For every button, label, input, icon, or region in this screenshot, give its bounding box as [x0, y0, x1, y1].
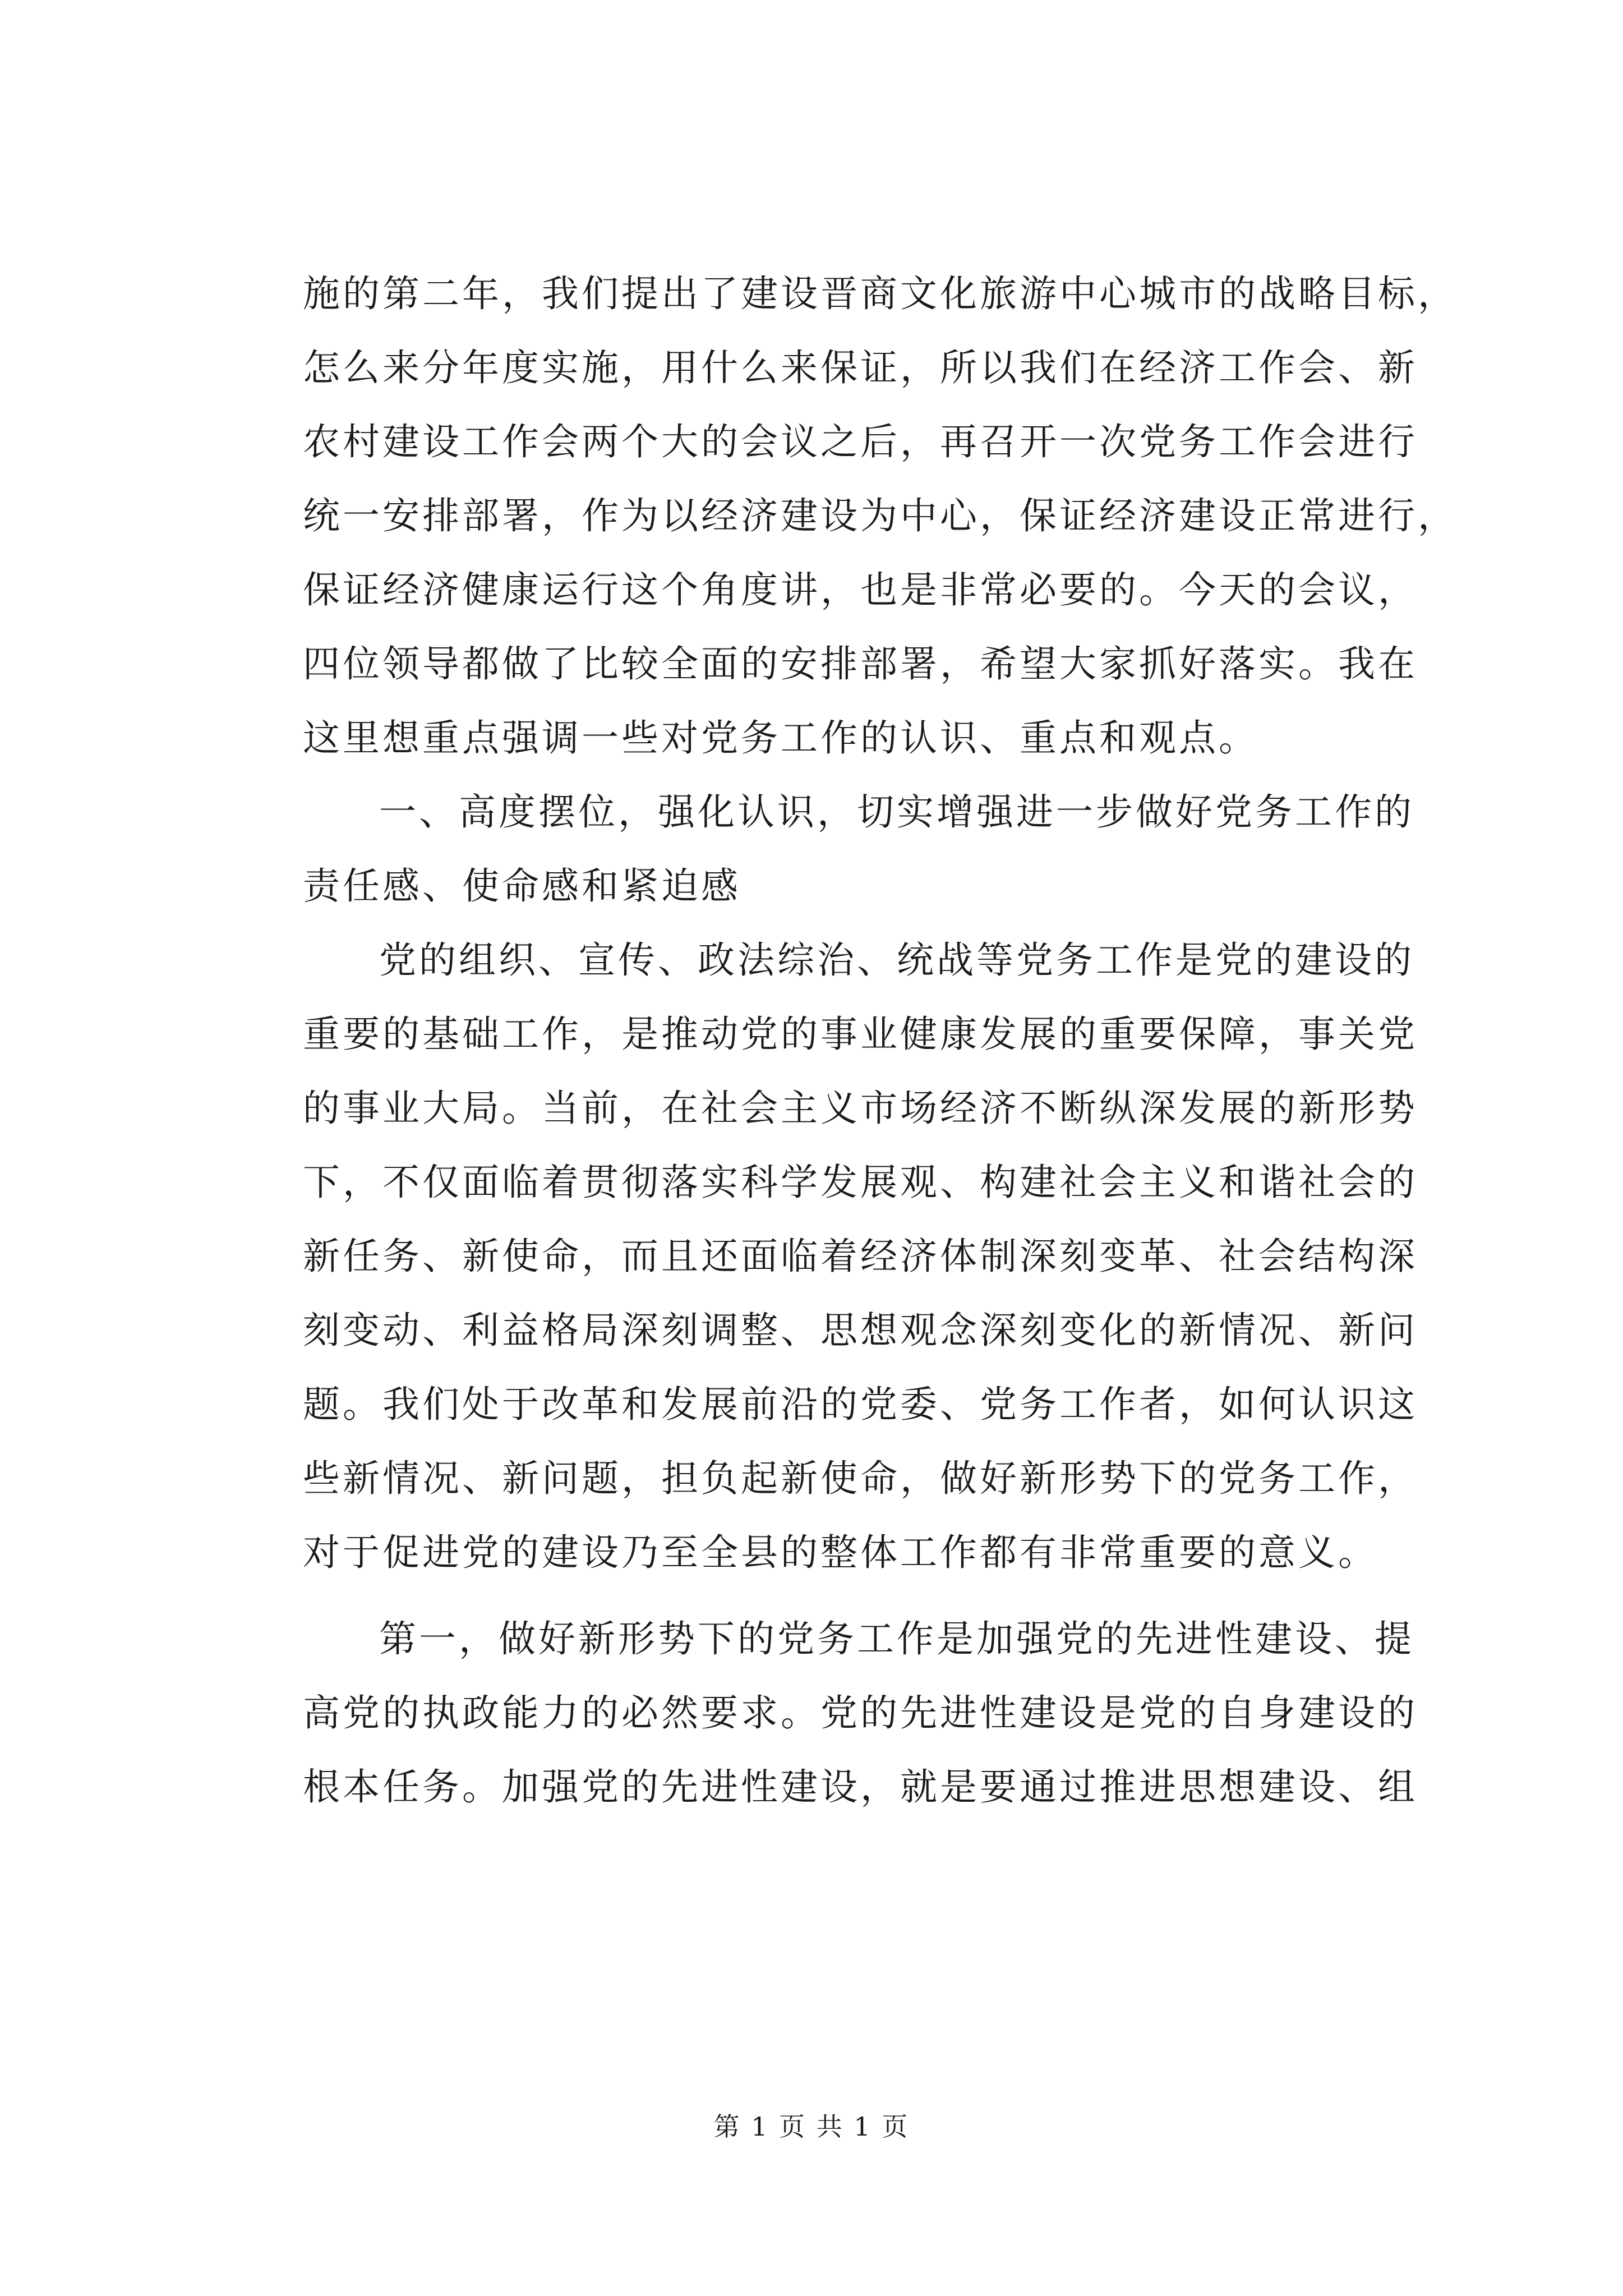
paragraph — [303, 1602, 1419, 1824]
text-line: 题。我们处于改革和发展前沿的党委、党务工作者，如何认识这 — [303, 1383, 1418, 1426]
text-line: 根本任务。加强党的先进性建设，就是要通过推进思想建设、组 — [303, 1765, 1418, 1809]
text-line: 高党的执政能力的必然要求。党的先进性建设是党的自身建设的 — [303, 1691, 1418, 1734]
text-line: 责任感、使命感和紧迫感 — [303, 864, 741, 908]
paragraph-spacer — [303, 1590, 1419, 1602]
text-line: 的事业大局。当前，在社会主义市场经济不断纵深发展的新形势 — [303, 1087, 1418, 1130]
text-line: 下，不仅面临着贯彻落实科学发展观、构建社会主义和谐社会的 — [303, 1161, 1418, 1204]
text-line: 施的第二年，我们提出了建设晋商文化旅游中心城市的战略目标， — [303, 272, 1458, 315]
document-body — [303, 257, 1458, 1824]
text-line: 一、高度摆位，强化认识，切实增强进一步做好党务工作的 — [379, 790, 1414, 834]
text-line: 重要的基础工作，是推动党的事业健康发展的重要保障，事关党 — [303, 1013, 1418, 1056]
text-line: 刻变动、利益格局深刻调整、思想观念深刻变化的新情况、新问 — [303, 1309, 1418, 1352]
text-line: 些新情况、新问题，担负起新使命，做好新形势下的党务工作， — [303, 1457, 1418, 1500]
paragraph — [303, 923, 1419, 1590]
text-line: 党的组织、宣传、政法综治、统战等党务工作是党的建设的 — [379, 938, 1414, 982]
paragraph — [303, 257, 1458, 775]
section-heading — [303, 775, 1419, 923]
text-line: 保证经济健康运行这个角度讲，也是非常必要的。今天的会议， — [303, 568, 1418, 611]
text-line: 怎么来分年度实施，用什么来保证，所以我们在经济工作会、新 — [303, 346, 1418, 389]
text-line: 这里想重点强调一些对党务工作的认识、重点和观点。 — [303, 716, 1258, 760]
text-line: 统一安排部署，作为以经济建设为中心，保证经济建设正常进行， — [303, 494, 1458, 537]
text-line: 新任务、新使命，而且还面临着经济体制深刻变革、社会结构深 — [303, 1235, 1418, 1278]
page-number-footer: 第 1 页 共 1 页 — [713, 2111, 910, 2142]
text-line: 农村建设工作会两个大的会议之后，再召开一次党务工作会进行 — [303, 420, 1418, 463]
text-line: 四位领导都做了比较全面的安排部署，希望大家抓好落实。我在 — [303, 642, 1418, 685]
text-line: 对于促进党的建设乃至全县的整体工作都有非常重要的意义。 — [303, 1531, 1378, 1574]
text-line: 第一，做好新形势下的党务工作是加强党的先进性建设、提 — [379, 1617, 1414, 1660]
